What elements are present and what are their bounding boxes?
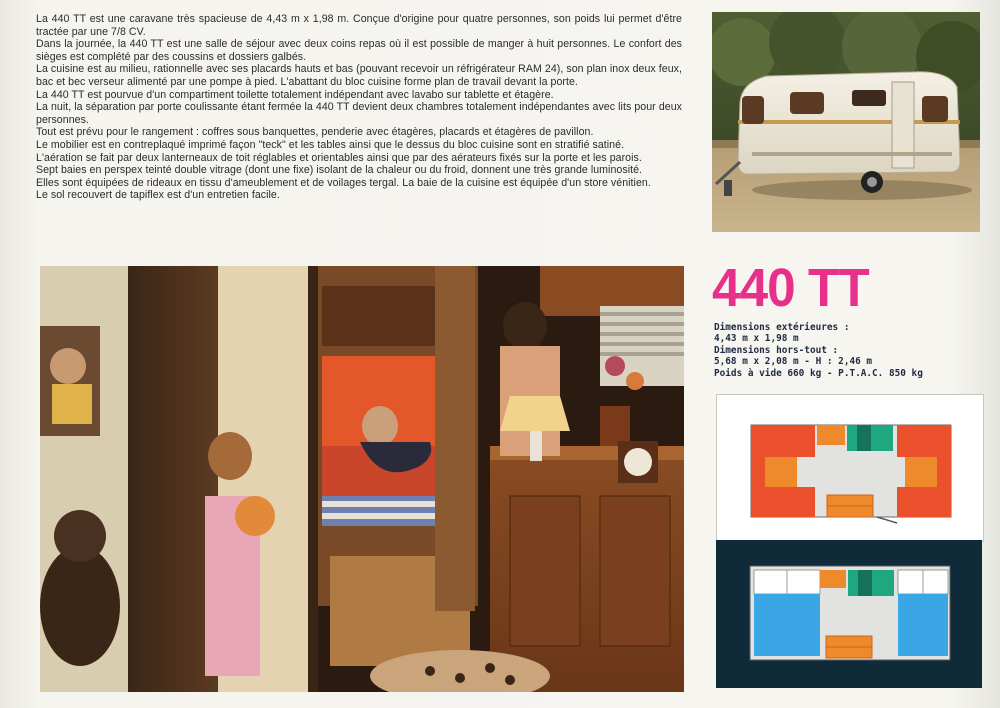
paragraph: Le mobilier est en contreplaqué imprimé façon "teck" et les tables ainsi que le dessus du bloc cuisine sont en stratifié satiné. [36,138,625,151]
paragraph: L'aération se fait par deux lanterneaux de toit réglables et orientables ainsi que par des aérateurs fixés sur la porte et les parois. [36,151,642,164]
paragraph: Le sol recouvert de tapiflex est d'un entretien facile. [36,189,280,202]
exterior-caravan-photo [712,12,980,232]
spec-line: 4,43 m x 1,98 m [714,333,799,345]
paragraph: Elles sont équipées de rideaux en tissu d'ameublement et de voilages tergal. La baie de la cuisine est équipée d'un store vénitien. [36,176,651,189]
paragraph: La nuit, la séparation par porte coulissante étant fermée la 440 TT devient deux chambres totalement indépendantes avec lits pour deux personnes. [36,101,682,126]
paragraph: Tout est prévu pour le rangement : coffres sous banquettes, penderie avec étagères, placards et étagères de pavillon. [36,126,594,139]
interior-scene-photo [40,266,684,692]
paragraph: La 440 TT est une caravane très spacieuse de 4,43 m x 1,98 m. Conçue d'origine pour quatre personnes, son poids lui permet d'être tractée par une 7/8 CV. [36,13,682,38]
paragraph: Dans la journée, la 440 TT est une salle de séjour avec deux coins repas où il est possible de manger à huit personnes. Le confort des sièges est complété par des coussins et dossiers galbés. [36,38,682,63]
model-title: 440 TT [712,258,869,318]
specifications [714,322,974,379]
spec-line: Poids à vide 660 kg - P.T.A.C. 850 kg [714,367,923,379]
spec-line: 5,68 m x 2,08 m - H : 2,46 m [714,356,873,368]
paragraph: Sept baies en perspex teinté double vitrage (dont une fixe) isolant de la chaleur ou du froid, donnent une très grande luminosité. [36,164,643,177]
floor-plan-night [716,540,982,688]
description-text [36,13,682,202]
spec-line: Dimensions hors-tout : [714,344,839,356]
floor-plan-day [716,394,984,542]
spec-line: Dimensions extérieures : [714,322,850,333]
paragraph: La 440 TT est pourvue d'un compartiment toilette totalement indépendant avec lavabo sur tablette et étagère. [36,88,554,101]
paragraph: La cuisine est au milieu, rationnelle avec ses placards hauts et bas (pouvant recevoir un réfrigérateur RAM 24), son plan inox deux feux, bac et bec verseur alimenté par une pompe à pied. L'abattant du bloc cuisine forme plan de travail devant la porte. [36,63,682,88]
